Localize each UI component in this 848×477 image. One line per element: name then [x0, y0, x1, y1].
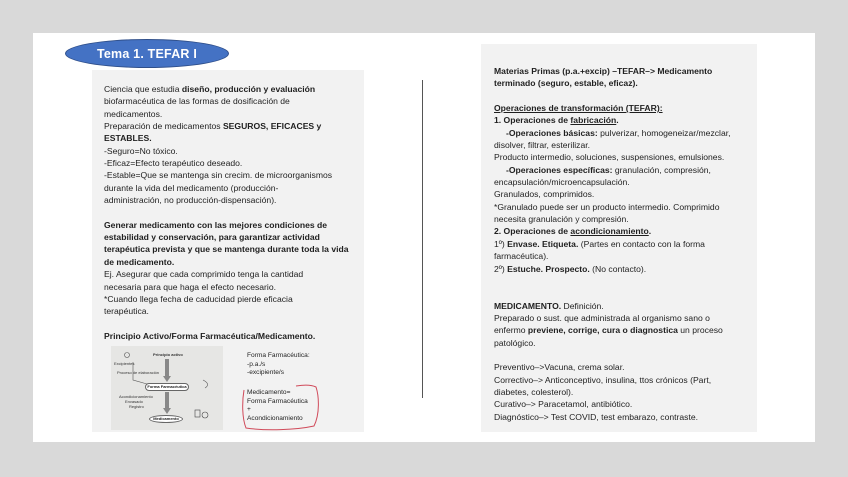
diagram-principio-activo: Principio activo	[153, 352, 183, 357]
operaciones-heading: Operaciones de transformación (TEFAR):	[494, 103, 663, 114]
operaciones-especificas: -Operaciones específicas: granulación, compresión,	[506, 164, 711, 175]
definition-line: medicamentos.	[104, 108, 163, 119]
medicamento-definition: enfermo previene, corrige, cura o diagnostica un proceso	[494, 325, 723, 336]
left-text-block	[104, 83, 360, 342]
medicamento-definition: patológico.	[494, 337, 536, 348]
medicamento-heading: MEDICAMENTO. Definición.	[494, 300, 604, 311]
producto-intermedio: Producto intermedio, soluciones, suspensiones, emulsiones.	[494, 152, 725, 163]
diagram-excipientes: Excipientes	[114, 361, 135, 366]
eficaz-line: -Eficaz=Efecto terapéutico deseado.	[104, 158, 243, 169]
diagram-registro: Registro	[129, 404, 144, 409]
estuche-line: 2º) Estuche. Prospecto. (No contacto).	[494, 263, 647, 274]
medicamento-definition: Preparado o sust. que administrada al organismo sano o	[494, 312, 710, 323]
caducidad-line: terapéutica.	[104, 306, 149, 317]
generar-line: estabilidad y conservación, para garantizar actividad	[104, 232, 320, 243]
envase-line: 1º) Envase. Etiqueta. (Partes en contacto con la forma	[494, 238, 705, 249]
generar-line: Generar medicamento con las mejores condiciones de	[104, 219, 328, 230]
operaciones-basicas: disolver, filtrar, esterilizar.	[494, 140, 590, 151]
diagnostico-line: Diagnóstico–> Test COVID, test embarazo, contraste.	[494, 411, 699, 422]
ff-title: Forma Farmacéutica:	[247, 352, 310, 359]
process-diagram	[111, 346, 223, 430]
generar-line: de medicamento.	[104, 256, 175, 267]
materias-primas-line: terminado (seguro, estable, eficaz).	[494, 78, 638, 89]
column-divider	[422, 80, 423, 398]
right-text-block	[494, 65, 756, 423]
diagram-acondicionamiento: Acondicionamiento	[119, 394, 153, 399]
example-line: necesaria para que haga el efecto necesario.	[104, 281, 276, 292]
principio-heading: Principio Activo/Forma Farmacéutica/Medicamento.	[104, 330, 316, 341]
example-line: Ej. Asegurar que cada comprimido tenga la cantidad	[104, 269, 304, 280]
preparation-line: ESTABLES.	[104, 133, 152, 144]
correctivo-line: Correctivo–> Anticonceptivo, insulina, ttos crónicos (Part,	[494, 374, 712, 385]
operaciones-fabricacion: 1. Operaciones de fabricación.	[494, 115, 619, 126]
ff-pa: -p.a./s	[247, 360, 266, 368]
slide-title-text: Tema 1. TEFAR I	[96, 46, 197, 61]
preventivo-line: Preventivo–>Vacuna, crema solar.	[494, 362, 625, 373]
granulado-note: *Granulado puede ser un producto intermedio. Comprimido	[494, 201, 720, 212]
envase-line: farmacéutica).	[494, 251, 549, 262]
diagram-forma-box	[145, 383, 189, 391]
operaciones-basicas: -Operaciones básicas: pulverizar, homogeneizar/mezclar,	[506, 127, 731, 138]
operaciones-acondicionamiento: 2. Operaciones de acondicionamiento.	[494, 226, 652, 237]
diagram-proceso: Proceso de elaboración	[117, 370, 160, 375]
diagram-forma-label: Forma Farmacéutica	[147, 384, 187, 389]
diagram-medicamento-box	[149, 415, 183, 423]
caducidad-line: *Cuando llega fecha de caducidad pierde eficacia	[104, 293, 293, 304]
slide-title	[65, 39, 229, 68]
ff-excipiente: -excipiente/s	[247, 369, 285, 377]
seguro-line: -Seguro=No tóxico.	[104, 145, 178, 156]
forma-farmaceutica-note	[247, 352, 310, 378]
med-line: Forma Farmacéutica	[247, 397, 308, 405]
granulados-line: Granulados, comprimidos.	[494, 189, 595, 200]
med-line: Medicamento=	[247, 389, 291, 396]
med-line: +	[247, 406, 251, 414]
curativo-line: Curativo–> Paracetamol, antibiótico.	[494, 399, 633, 410]
granulado-note: necesita granulación y compresión.	[494, 214, 629, 225]
correctivo-line: diabetes, colesterol).	[494, 386, 574, 397]
med-line: Acondicionamiento	[247, 414, 303, 422]
materias-primas-line: Materias Primas (p.a.+excip) –TEFAR–> Medicamento	[494, 66, 713, 76]
generar-line: terapéutica prevista y que se mantenga durante toda la vida	[104, 244, 349, 255]
estable-line: durante la vida del medicamento (producción-	[104, 182, 279, 193]
operaciones-especificas: encapsulación/microencapsulación.	[494, 177, 630, 188]
diagram-medicamento-label: Medicamento	[153, 416, 179, 421]
diagram-envasado: Envasado	[125, 399, 143, 404]
medicamento-note	[247, 389, 308, 423]
definition-line: biofarmacéutica de las formas de dosificación de	[104, 96, 290, 107]
estable-line: -Estable=Que se mantenga sin crecim. de microorganismos	[104, 170, 333, 181]
definition-line: Ciencia que estudia diseño, producción y evaluación	[104, 84, 316, 94]
preparation-line: Preparación de medicamentos SEGUROS, EFICACES y	[104, 121, 322, 132]
estable-line: administración, no producción-dispensación).	[104, 195, 277, 206]
